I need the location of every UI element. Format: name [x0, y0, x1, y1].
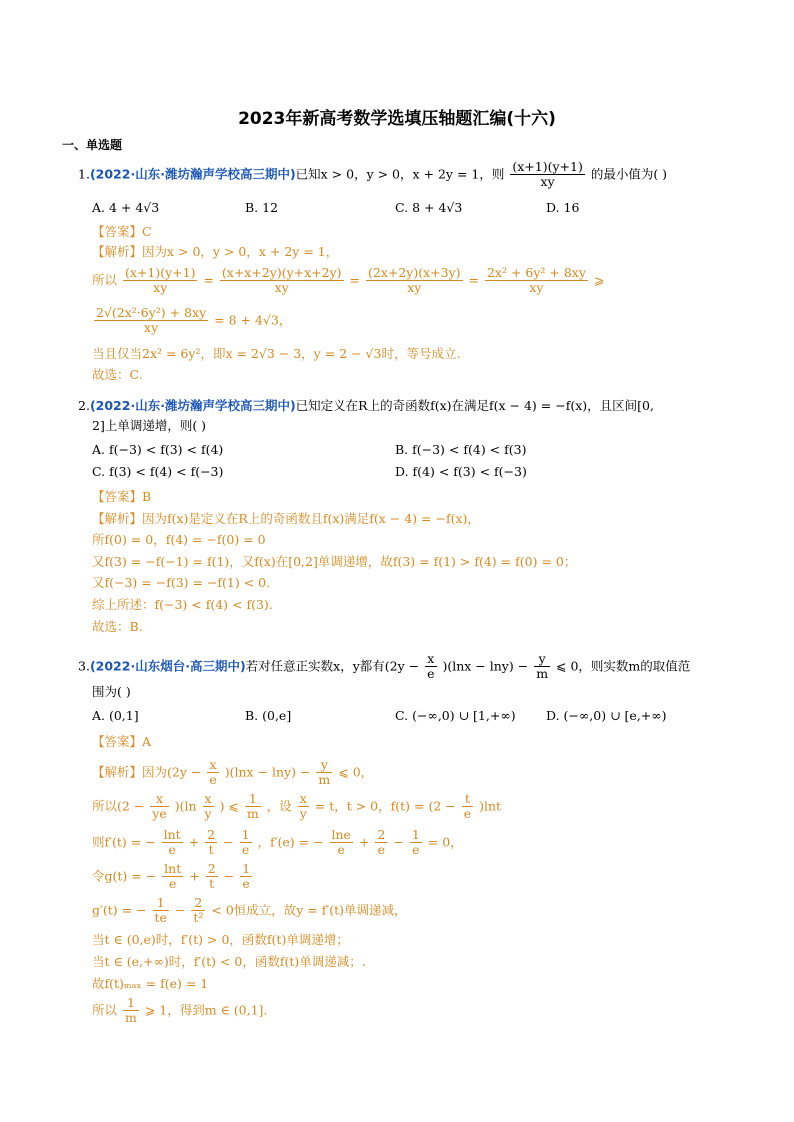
- q1-option-a: A. 4 + 4√3: [92, 200, 160, 215]
- q3-solution-5: g′(t) = − $\frac{1}{te}$ − $\frac{2}{\text{t²}}$ < 0恒成立，故y = f′(t)单调递减，: [92, 895, 407, 926]
- q3-option-c: C. (−∞,0) ∪ [1,+∞): [395, 708, 516, 723]
- q3-solution-8: 故f(t)ₘₐₓ = f(e) = 1: [92, 976, 209, 991]
- q3-stem-2: 围为( ): [92, 684, 131, 699]
- q1-option-b: B. 12: [245, 200, 279, 215]
- q2-solution-5: 综上所述：f(−3) < f(4) < f(3).: [92, 597, 273, 612]
- q3-solution-6: 当t ∈ (0,e)时，f′(t) > 0，函数f(t)单调递增；: [92, 932, 349, 947]
- q3-solution-3: 则f′(t) = − $\frac{\ln t}{e}$ + $\frac{2}{t}$ − $\frac{1}{e}$ ，f′(e) = − $\frac{\ln e}{e}$ + $\frac{2}{e}$ − $\frac{1}{e}$ = 0，: [92, 827, 463, 858]
- section-heading: 一、单选题: [62, 138, 123, 152]
- q2-stem-2: 2]上单调递增，则( ): [92, 418, 207, 433]
- q1-solution-1: 【解析】因为x > 0，y > 0，x + 2y = 1，: [92, 244, 339, 259]
- q3-option-b: B. (0,e]: [245, 708, 292, 723]
- q1-stem: 1.(2022·山东·潍坊瀚声学校高三期中)已知x > 0，y > 0，x + 2y = 1，则 $\frac{(x+1)(y+1)}{xy}$ 的最小值为( ): [78, 159, 668, 190]
- q2-solution-3: 又f(3) = −f(−1) = f(1)，又f(x)在[0,2]单调递增，故f(3) = f(1) > f(4) = f(0) = 0；: [92, 554, 577, 569]
- q2-option-b: B. f(−3) < f(4) < f(3): [395, 442, 527, 457]
- q1-fraction: $\frac{(x+1)(y+1)}{xy}$: [512, 159, 583, 190]
- q3-option-a: A. (0,1]: [92, 708, 139, 723]
- q1-solution-5: 故选：C.: [92, 367, 143, 382]
- q3-solution-1: 【解析】因为(2y − $\frac{x}{e}$ )(lnx − lny) − $\frac{y}{m}$ ⩽ 0，: [92, 757, 374, 788]
- q1-solution-2: 所以 $\frac{(x+1)(y+1)}{xy}$ = $\frac{(x+x+2y)(y+x+2y)}{xy}$ = $\frac{(2x+2y)(x+3y)}{xy}$ = $\frac{\text{2x² + 6y² + 8xy}}{xy}$ ⩾: [92, 265, 605, 296]
- q1-option-c: C. 8 + 4√3: [395, 200, 463, 215]
- q1-answer: 【答案】C: [92, 224, 152, 239]
- q1-solution-4: 当且仅当2x² = 6y²，即x = 2√3 − 3，y = 2 − √3时，等号成立.: [92, 346, 461, 361]
- q3-solution-2: 所以(2 − $\frac{x}{ye}$ )(ln $\frac{x}{y}$ ) ⩽ $\frac{1}{m}$ ，设 $\frac{x}{y}$ = t，t > 0，f(t) = (2 − $\frac{t}{e}$ )lnt: [92, 791, 502, 822]
- q2-solution-4: 又f(−3) = −f(3) = −f(1) < 0.: [92, 575, 271, 590]
- q2-option-a: A. f(−3) < f(3) < f(4): [92, 442, 224, 457]
- q3-option-d: D. (−∞,0) ∪ [e,+∞): [546, 708, 667, 723]
- q2-solution-1: 【解析】因为f(x)是定义在R上的奇函数且f(x)满足f(x − 4) = −f(x)，: [92, 511, 480, 526]
- q2-source: (2022·山东·潍坊瀚声学校高三期中): [89, 398, 296, 413]
- q1-solution-3: $\frac{\text{2√(2x²·6y²) + 8xy}}{xy}$ = 8 + 4√3，: [96, 305, 292, 336]
- q3-solution-9: 所以 $\frac{1}{m}$ ⩾ 1，得到m ∈ (0,1].: [92, 995, 268, 1026]
- q3-solution-4: 令g(t) = − $\frac{\ln t}{e}$ + $\frac{2}{t}$ − $\frac{1}{e}$: [92, 861, 251, 892]
- q3-stem-1: 3.(2022·山东烟台·高三期中)若对任意正实数x，y都有(2y − $\frac{x}{e}$ )(lnx − lny) − $\frac{y}{m}$ ⩽ 0，则实数m的取值范: [78, 651, 691, 682]
- q2-option-d: D. f(4) < f(3) < f(−3): [395, 464, 527, 479]
- q2-stem-1: 2.(2022·山东·潍坊瀚声学校高三期中)已知定义在R上的奇函数f(x)在满足f(x − 4) = −f(x)，且区间[0,: [78, 398, 654, 413]
- page-title: 2023年新高考数学选填压轴题汇编(十六): [238, 109, 556, 129]
- q3-solution-7: 当t ∈ (e,+∞)时，f′(t) < 0，函数f(t)单调递减；.: [92, 954, 366, 969]
- q2-answer: 【答案】B: [92, 489, 152, 504]
- q1-source: (2022·山东·潍坊瀚声学校高三期中): [89, 166, 296, 182]
- q2-solution-2: 所f(0) = 0，f(4) = −f(0) = 0: [92, 532, 266, 547]
- q3-answer: 【答案】A: [92, 734, 152, 749]
- q2-option-c: C. f(3) < f(4) < f(−3): [92, 464, 224, 479]
- q1-option-d: D. 16: [546, 200, 580, 215]
- q3-source: (2022·山东烟台·高三期中): [89, 658, 246, 674]
- q2-solution-6: 故选：B.: [92, 619, 143, 634]
